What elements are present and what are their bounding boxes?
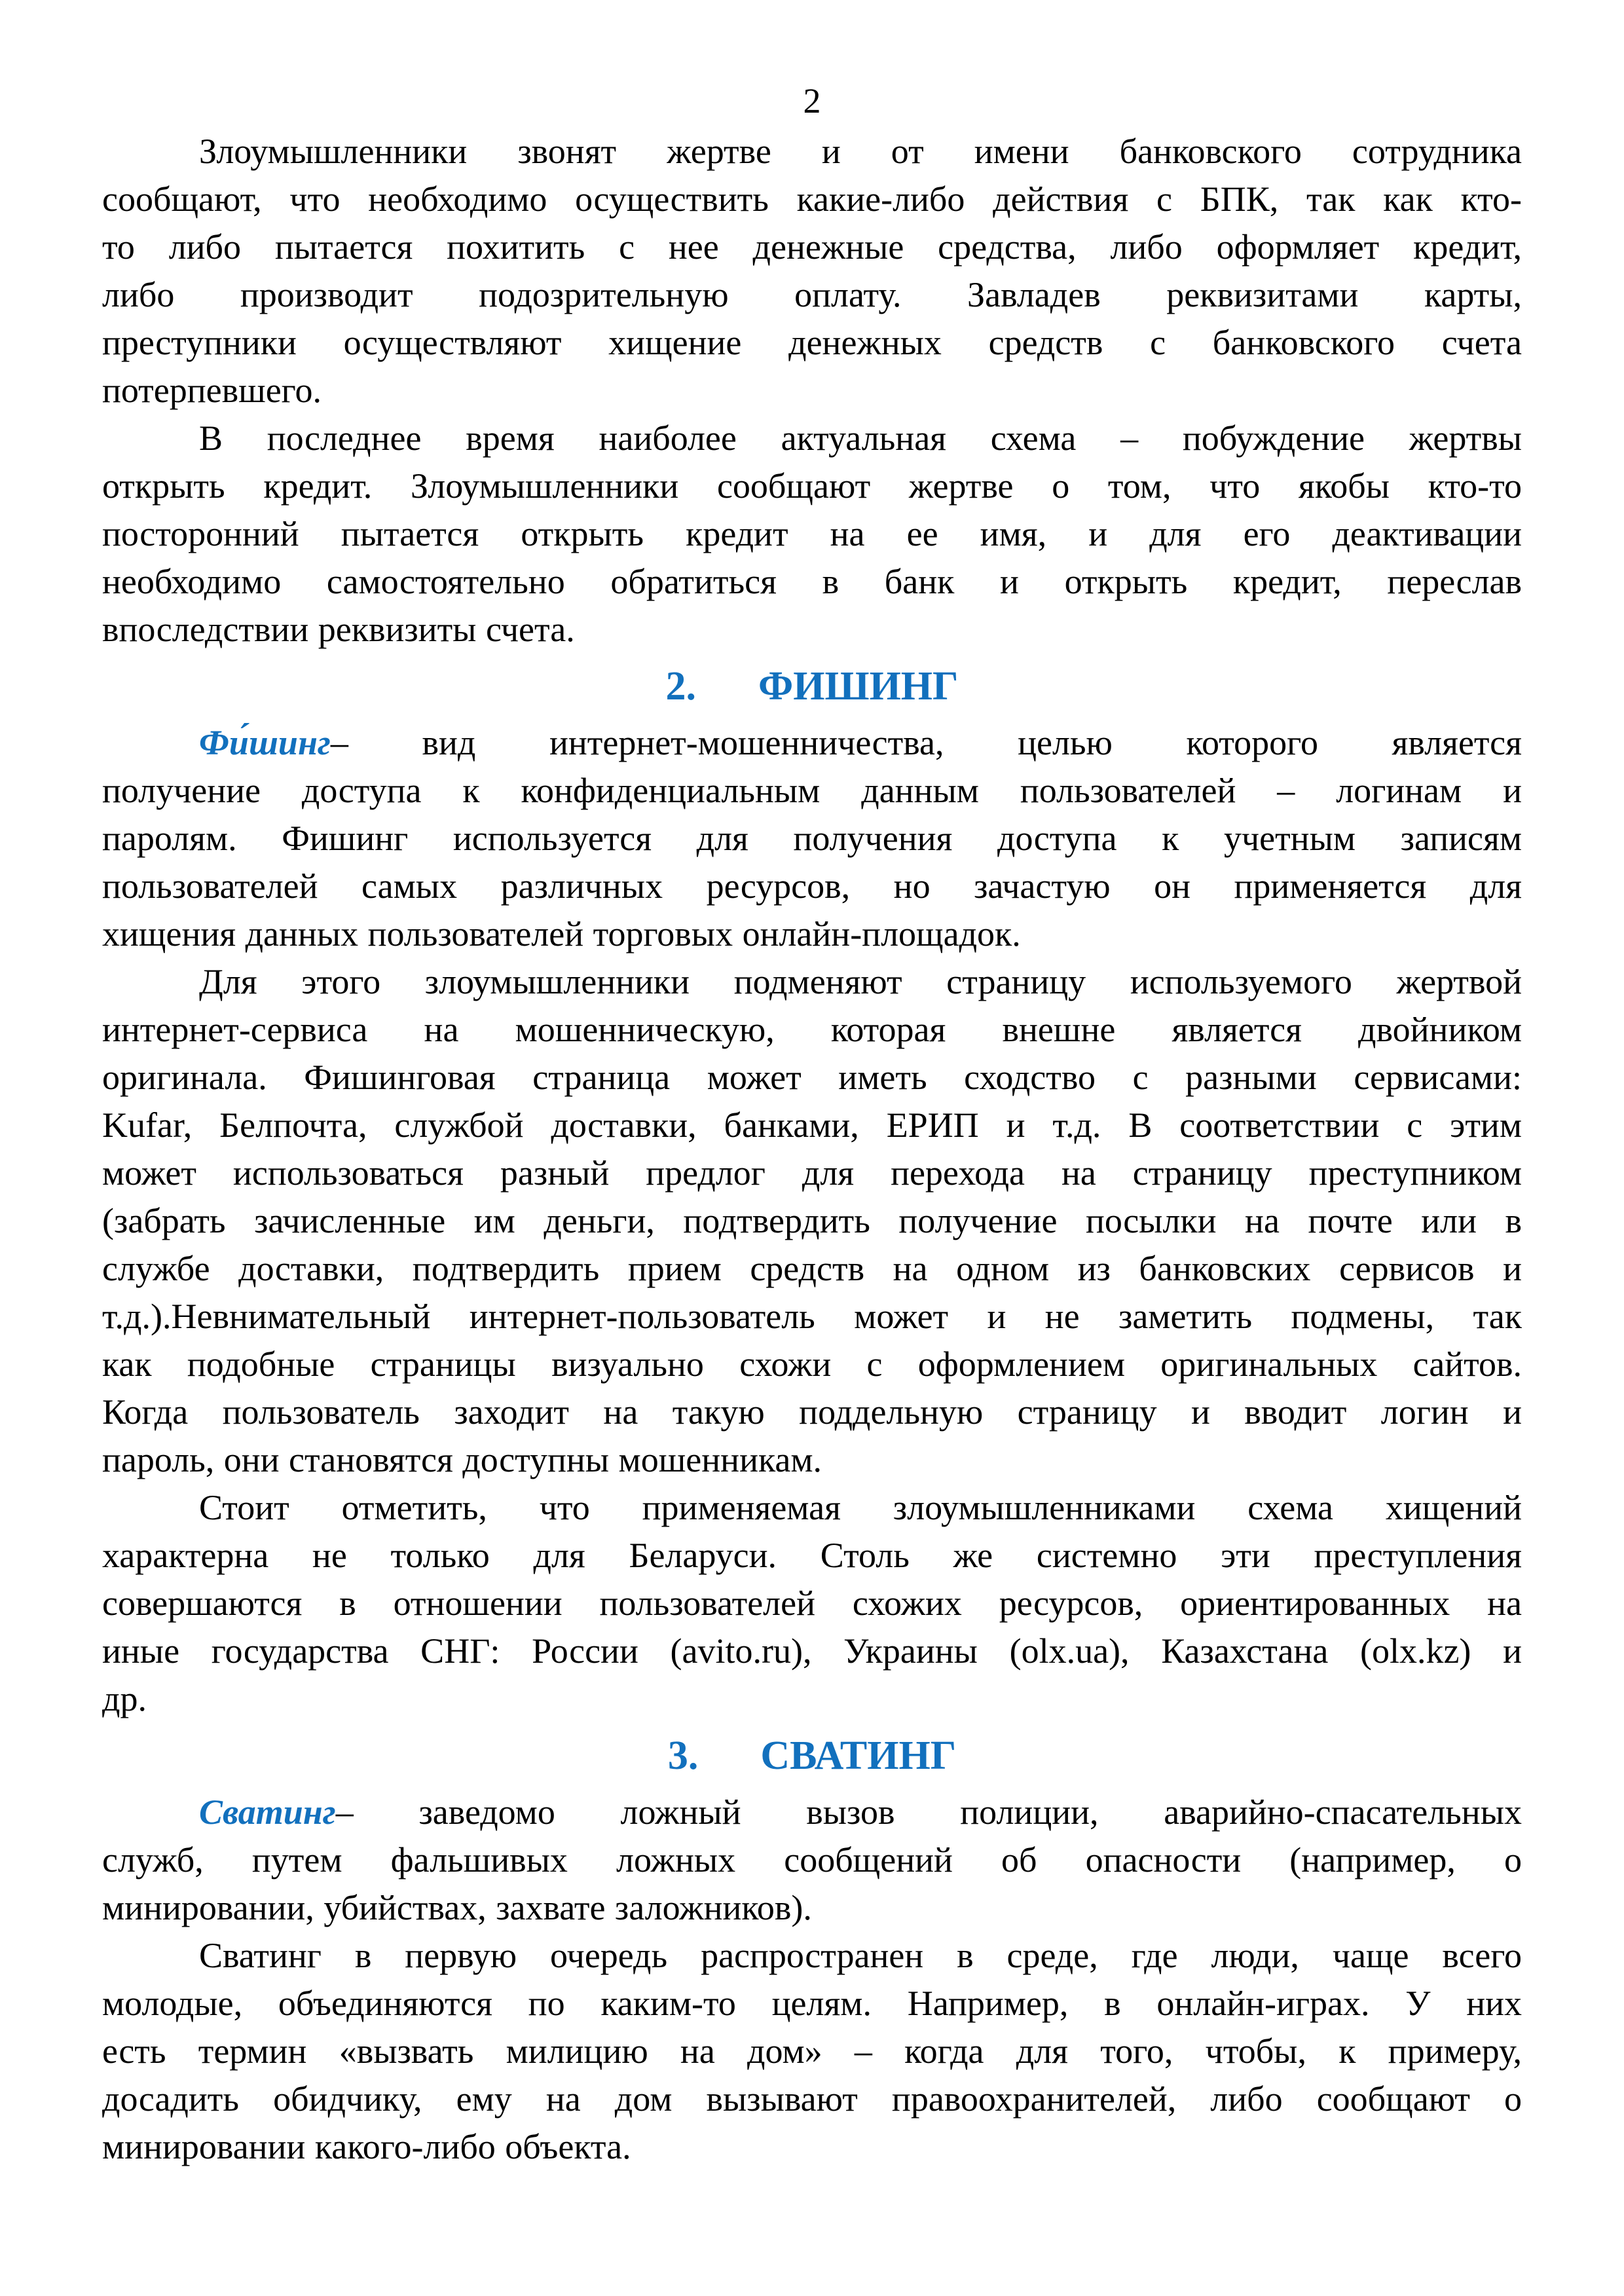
text-line: открыть кредит. Злоумышленники сообщают жертве о том, что якобы кто-то — [102, 466, 1522, 506]
text-line: Для этого злоумышленники подменяют страницу используемого жертвой — [199, 962, 1522, 1001]
text-line: потерпевшего. — [102, 371, 322, 410]
text-line: необходимо самостоятельно обратиться в банк и открыть кредит, переслав — [102, 562, 1522, 601]
text-line: хищения данных пользователей торговых онлайн-площадок. — [102, 914, 1021, 954]
text-line: Сватинг в первую очередь распространен в среде, где люди, чаще всего — [199, 1936, 1522, 1975]
paragraph — [102, 1788, 1522, 1932]
section-heading — [102, 1728, 1522, 1784]
text-line: т.д.).Невнимательный интернет-пользователь может и не заметить подмены, так — [102, 1297, 1522, 1336]
text-line: (забрать зачисленные им деньги, подтвердить получение посылки на почте или в — [102, 1201, 1522, 1240]
dash-separator: – — [330, 723, 348, 762]
text-line: Стоит отметить, что применяемая злоумышленниками схема хищений — [199, 1488, 1522, 1527]
dash-separator: – — [335, 1792, 354, 1832]
text-line: минировании какого-либо объекта. — [102, 2127, 631, 2166]
text-line: впоследствии реквизиты счета. — [102, 610, 575, 649]
paragraph — [102, 958, 1522, 1484]
text-line: иные государства СНГ: России (avito.ru), Украины (olx.ua), Казахстана (olx.kz) и — [102, 1631, 1522, 1671]
lead-term: Фи́шинг — [199, 723, 331, 762]
text-line: то либо пытается похитить с нее денежные средства, либо оформляет кредит, — [102, 227, 1522, 267]
text-line: др. — [102, 1679, 147, 1718]
text-line: служб, путем фальшивых ложных сообщений об опасности (например, о — [102, 1840, 1522, 1879]
text-line: Фи́шинг– вид интернет-мошенничества, целью которого является — [199, 723, 1522, 762]
text-line: преступники осуществляют хищение денежных средств с банковского счета — [102, 323, 1522, 362]
section-title: СВАТИНГ — [760, 1733, 957, 1778]
text-line: молодые, объединяются по каким-то целям. Например, в онлайн-играх. У них — [102, 1984, 1522, 2023]
paragraph — [102, 415, 1522, 654]
section-heading — [102, 658, 1522, 714]
text-line: службе доставки, подтвердить прием средств на одном из банковских сервисов и — [102, 1249, 1522, 1288]
text-line: пароль, они становятся доступны мошенникам. — [102, 1440, 822, 1479]
paragraph — [102, 719, 1522, 958]
text-line: паролям. Фишинг используется для получения доступа к учетным записям — [102, 819, 1522, 858]
lead-term: Сватинг — [199, 1792, 336, 1832]
text-line: досадить обидчику, ему на дом вызывают правоохранителей, либо сообщают о — [102, 2079, 1522, 2119]
text-line: пользователей самых различных ресурсов, но зачастую он применяется для — [102, 866, 1522, 906]
text-line: характерна не только для Беларуси. Столь же системно эти преступления — [102, 1536, 1522, 1575]
text-line: Сватинг– заведомо ложный вызов полиции, аварийно-спасательных — [199, 1792, 1522, 1832]
text-line: есть термин «вызвать милицию на дом» – когда для того, чтобы, к примеру, — [102, 2031, 1522, 2071]
text-line: может использоваться разный предлог для перехода на страницу преступником — [102, 1153, 1522, 1193]
page-number: 2 — [803, 81, 821, 120]
text-line: совершаются в отношении пользователей схожих ресурсов, ориентированных на — [102, 1583, 1522, 1623]
section-number: 3. — [667, 1733, 699, 1778]
text-line: как подобные страницы визуально схожи с оформлением оригинальных сайтов. — [102, 1344, 1522, 1384]
text-line: минировании, убийствах, захвате заложников). — [102, 1888, 812, 1927]
text-line: интернет-сервиса на мошенническую, которая внешне является двойником — [102, 1010, 1522, 1049]
text-line: оригинала. Фишинговая страница может иметь сходство с разными сервисами: — [102, 1058, 1522, 1097]
text-line: В последнее время наиболее актуальная схема – побуждение жертвы — [199, 418, 1522, 458]
text-line: сообщают, что необходимо осуществить какие-либо действия с БПК, так как кто- — [102, 179, 1522, 219]
text-line: Kufar, Белпочта, службой доставки, банками, ЕРИП и т.д. В соответствии с этим — [102, 1105, 1522, 1145]
paragraph — [102, 1484, 1522, 1723]
section-number: 2. — [665, 664, 697, 709]
document-content — [102, 128, 1522, 2171]
text-line: Когда пользователь заходит на такую поддельную страницу и вводит логин и — [102, 1392, 1522, 1432]
text-line: либо производит подозрительную оплату. Завладев реквизитами карты, — [102, 275, 1522, 314]
section-title: ФИШИНГ — [758, 664, 959, 709]
text-line: Злоумышленники звонят жертве и от имени банковского сотрудника — [199, 132, 1522, 171]
paragraph — [102, 1932, 1522, 2171]
text-line: посторонний пытается открыть кредит на ее имя, и для его деактивации — [102, 514, 1522, 553]
text-line: получение доступа к конфиденциальным данным пользователей – логинам и — [102, 771, 1522, 810]
paragraph — [102, 128, 1522, 415]
